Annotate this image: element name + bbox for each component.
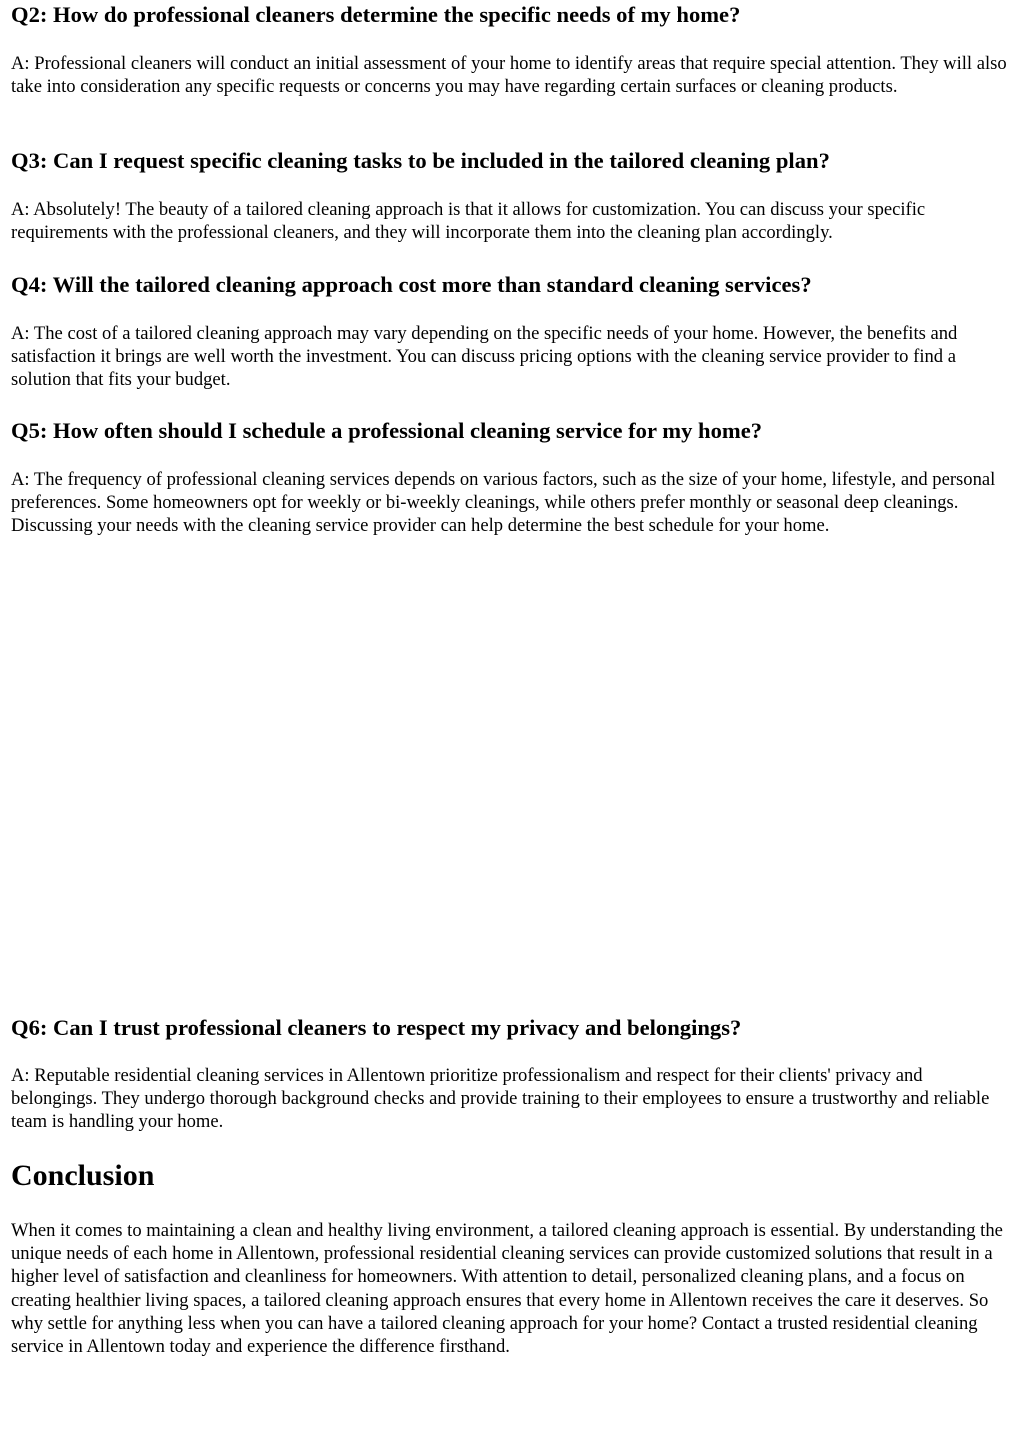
conclusion-heading-block xyxy=(11,1158,1013,1194)
faq-answer-q6-block xyxy=(11,1064,1013,1134)
faq-question: Q6: Can I trust professional cleaners to respect my privacy and belongings? xyxy=(11,1015,742,1040)
faq-answer-q2-block xyxy=(11,52,1013,98)
faq-answer: A: Professional cleaners will conduct an initial assessment of your home to identify areas that require special attention. They will also take into consideration any specific requests or concerns you may have regarding certain surfaces or cleaning products. xyxy=(11,53,1007,98)
faq-question: Q2: How do professional cleaners determine the specific needs of my home? xyxy=(11,2,741,27)
conclusion-body-block xyxy=(11,1219,1013,1358)
faq-item-q4 xyxy=(11,271,1013,298)
faq-answer: A: Absolutely! The beauty of a tailored cleaning approach is that it allows for customization. You can discuss your specific requirements with the professional cleaners, and they will incorporate them into the cleaning plan accordingly. xyxy=(11,199,926,244)
faq-question: Q3: Can I request specific cleaning tasks to be included in the tailored cleaning plan? xyxy=(11,148,830,173)
faq-answer-q4-block xyxy=(11,322,1013,392)
conclusion-heading: Conclusion xyxy=(11,1159,155,1192)
faq-item-q5 xyxy=(11,417,1013,444)
faq-item-q3 xyxy=(11,147,1013,174)
faq-answer: A: Reputable residential cleaning services in Allentown prioritize professionalism and respect for their clients' privacy and belongings. They undergo thorough background checks and provide training to their employees to ensure a trustworthy and reliable team is handling your home. xyxy=(11,1065,990,1133)
faq-question: Q4: Will the tailored cleaning approach cost more than standard cleaning services? xyxy=(11,272,812,297)
faq-answer: A: The frequency of professional cleaning services depends on various factors, such as the size of your home, lifestyle, and personal preferences. Some homeowners opt for weekly or bi-weekly cleanings, while others prefer monthly or seasonal deep cleanings. Discussing your needs with the cleaning service provider can help determine the best schedule for your home. xyxy=(11,469,996,537)
faq-answer-q5-block xyxy=(11,468,1013,538)
faq-item-q6 xyxy=(11,1014,1013,1041)
faq-question: Q5: How often should I schedule a professional cleaning service for my home? xyxy=(11,418,763,443)
faq-answer-q3-block xyxy=(11,198,1013,244)
faq-item-q2 xyxy=(11,1,1013,28)
faq-answer: A: The cost of a tailored cleaning approach may vary depending on the specific needs of your home. However, the benefits and satisfaction it brings are well worth the investment. You can discuss pricing options with the cleaning service provider to find a solution that fits your budget. xyxy=(11,323,958,391)
conclusion-paragraph: When it comes to maintaining a clean and healthy living environment, a tailored cleaning approach is essential. By understanding the unique needs of each home in Allentown, professional residential cleaning services can provide customized solutions that result in a higher level of satisfaction and cleanliness for homeowners. With attention to detail, personalized cleaning plans, and a focus on creating healthier living spaces, a tailored cleaning approach ensures that every home in Allentown receives the care it deserves. So why settle for anything less when you can have a tailored cleaning approach for your home? Contact a trusted residential cleaning service in Allentown today and experience the difference firsthand. xyxy=(11,1220,1003,1358)
